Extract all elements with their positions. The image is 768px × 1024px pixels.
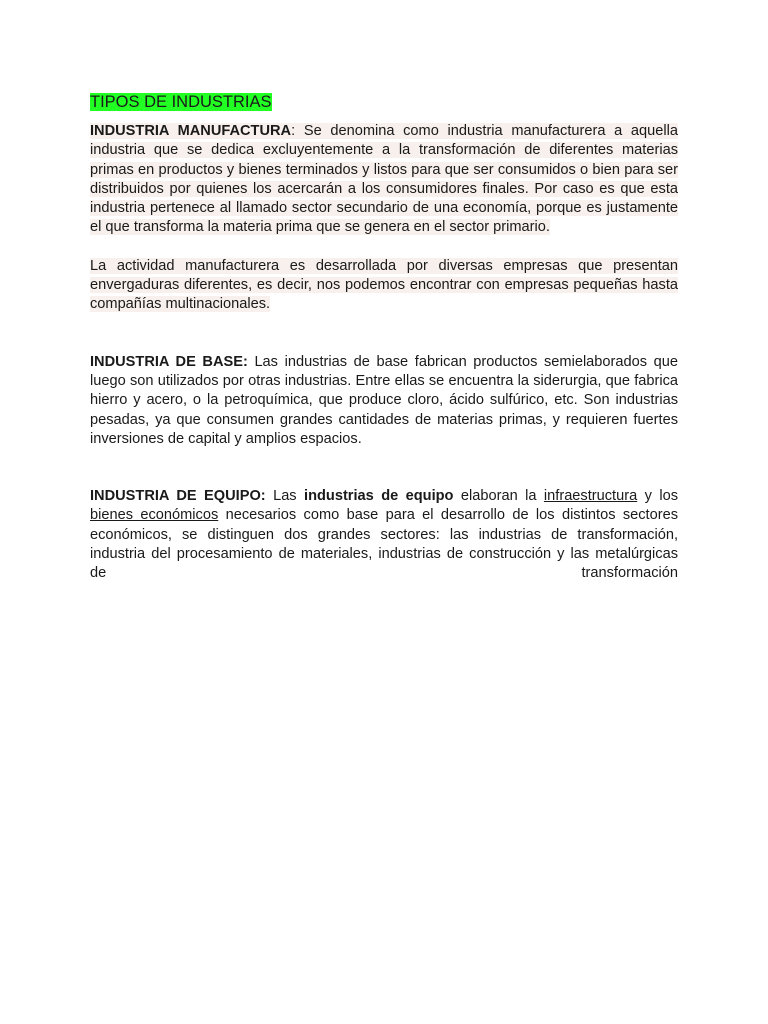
equipo-text-2: elaboran la [453, 488, 544, 505]
equipo-bold-term: industrias de equipo [304, 488, 454, 505]
paragraph-actividad-manufacturera [90, 257, 678, 315]
title-text: TIPOS DE INDUSTRIAS [90, 93, 272, 111]
document-page [90, 92, 678, 584]
base-text: Las industrias de base fabrican productos semielaborados que luego son utilizados por otras industrias. Entre ellas se encuentra la siderurgia, que fabrica hierro y acero, o la petroquímica, que produce cloro, ácido sulfúrico, etc. Son industrias pesadas, ya que consumen grandes cantidades de materias primas, y requieren fuertes inversiones de capital y amplios espacios. [90, 353, 679, 447]
link-bienes-economicos[interactable]: bienes económicos [90, 507, 219, 524]
actividad-highlight [90, 258, 678, 313]
equipo-text-3: y los [637, 488, 679, 505]
base-heading: INDUSTRIA DE BASE: [90, 353, 248, 370]
manufactura-heading: INDUSTRIA MANUFACTURA [90, 123, 292, 139]
paragraph-industria-manufactura [90, 122, 678, 238]
paragraph-industria-de-base [90, 353, 678, 449]
paragraph-industria-de-equipo [90, 487, 678, 583]
equipo-heading: INDUSTRIA DE EQUIPO: [90, 488, 266, 505]
equipo-text-1: Las [265, 488, 305, 505]
document-title [90, 92, 274, 112]
equipo-text-4: necesarios como base para el desarrollo de los distintos sectores económicos, se distinguen dos grandes sectores: las industrias de transformación, industria del procesamiento de materiales, industrias de construcción y las metalúrgicas de transformación [90, 507, 679, 582]
manufactura-highlight [90, 123, 678, 235]
actividad-text: La actividad manufacturera es desarrollada por diversas empresas que presentan envergaduras diferentes, es decir, nos podemos encontrar con empresas pequeñas hasta compañías multinacionales. [90, 257, 678, 313]
manufactura-text: : Se denomina como industria manufacturera a aquella industria que se dedica excluyentemente a la transformación de diferentes materias primas en productos y bienes terminados y listos para que ser consumidos o bien para ser distribuidos por quienes los acercarán a los consumidores finales. Por caso es que esta industria pertenece al llamado sector secundario de una economía, porque es justamente el que transforma la materia prima que se genera en el sector primario. [90, 123, 678, 236]
link-infraestructura[interactable]: infraestructura [543, 488, 638, 505]
